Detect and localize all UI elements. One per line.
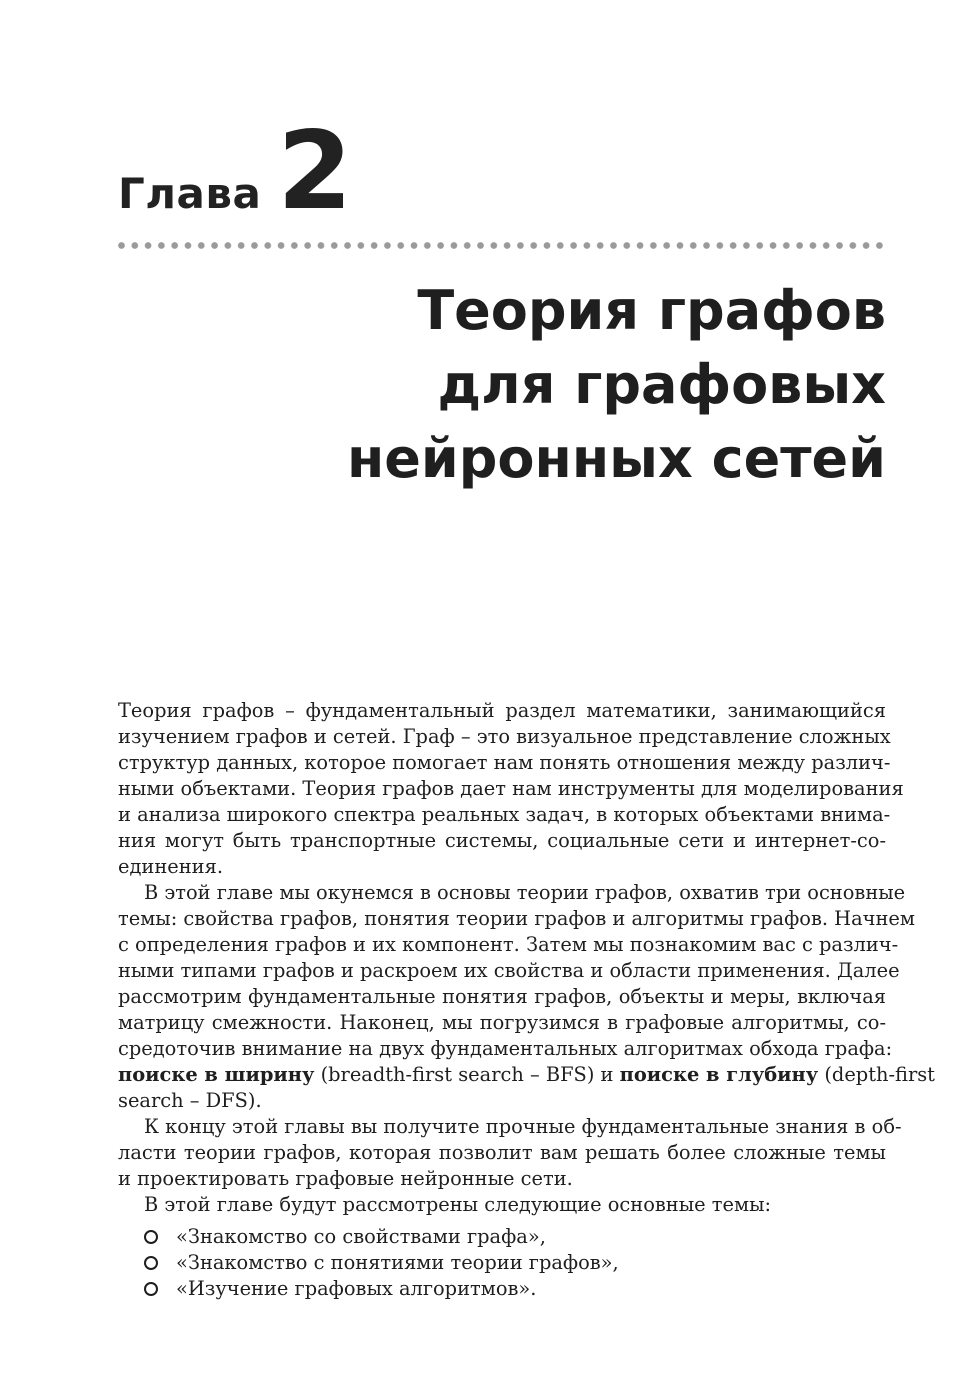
paragraph-topics-intro	[118, 1192, 886, 1218]
text-line: единения.	[118, 855, 223, 878]
chapter-title-line: нейронных сетей	[347, 427, 886, 490]
chapter-heading	[118, 109, 353, 234]
paragraph-overview	[118, 880, 935, 1114]
dotted-divider	[118, 242, 886, 250]
text-line: средоточив внимание на двух фундаментальных алгоритмах обхода графа:	[118, 1037, 893, 1060]
topic-text: «Знакомство с понятиями теории графов»,	[176, 1251, 619, 1274]
paragraph-outcome	[118, 1114, 902, 1192]
term-dfs-desc: (depth-first	[818, 1063, 935, 1086]
chapter-title-line: для графовых	[437, 353, 886, 416]
text-line: темы: свойства графов, понятия теории графов и алгоритмы графов. Начнем	[118, 907, 915, 930]
topics-list	[118, 1224, 886, 1302]
text-line: В этой главе мы окунемся в основы теории графов, охватив три основные	[144, 881, 906, 904]
chapter-title	[186, 274, 886, 496]
list-item	[118, 1224, 886, 1250]
chapter-label: Глава	[118, 169, 262, 218]
text-line: ными типами графов и раскроем их свойства и области применения. Далее	[118, 959, 900, 982]
text-line: В этой главе будут рассмотрены следующие основные темы:	[144, 1193, 772, 1216]
paragraph-intro	[118, 698, 904, 880]
text-line: с определения графов и их компонент. Затем мы познакомим вас с различ-	[118, 933, 899, 956]
text-line: ными объектами. Теория графов дает нам инструменты для моделирования	[118, 777, 904, 800]
topic-text: «Изучение графовых алгоритмов».	[176, 1277, 537, 1300]
text-line: и проектировать графовые нейронные сети.	[118, 1167, 573, 1190]
text-line: рассмотрим фундаментальные понятия графов, объекты и меры, включая	[118, 985, 886, 1008]
term-dfs: поиске в глубину	[619, 1063, 819, 1086]
body-text	[118, 698, 935, 1302]
text-line: структур данных, которое помогает нам понять отношения между различ-	[118, 751, 891, 774]
list-item	[118, 1276, 886, 1302]
chapter-title-line: Теория графов	[417, 279, 886, 342]
text-line: ния могут быть транспортные системы, социальные сети и интернет-со-	[118, 829, 886, 852]
text-line-mixed	[118, 1062, 935, 1088]
circle-bullet-icon	[144, 1230, 158, 1244]
text-line: и анализа широкого спектра реальных задач, в которых объектами внима-	[118, 803, 891, 826]
text-line: ласти теории графов, которая позволит вам решать более сложные темы	[118, 1141, 886, 1164]
term-bfs-desc: (breadth-first search – BFS) и	[314, 1063, 620, 1086]
text-line: К концу этой главы вы получите прочные фундаментальные знания в об-	[144, 1115, 902, 1138]
text-line: Теория графов – фундаментальный раздел математики, занимающийся	[118, 699, 886, 722]
text-line: изучением графов и сетей. Граф – это визуальное представление сложных	[118, 725, 891, 748]
chapter-number: 2	[277, 109, 353, 234]
circle-bullet-icon	[144, 1256, 158, 1270]
list-item	[118, 1250, 886, 1276]
topic-text: «Знакомство со свойствами графа»,	[176, 1225, 546, 1248]
term-bfs: поиске в ширину	[118, 1063, 315, 1086]
text-line: матрицу смежности. Наконец, мы погрузимся в графовые алгоритмы, со-	[118, 1011, 886, 1034]
circle-bullet-icon	[144, 1282, 158, 1296]
text-line: search – DFS).	[118, 1089, 262, 1112]
